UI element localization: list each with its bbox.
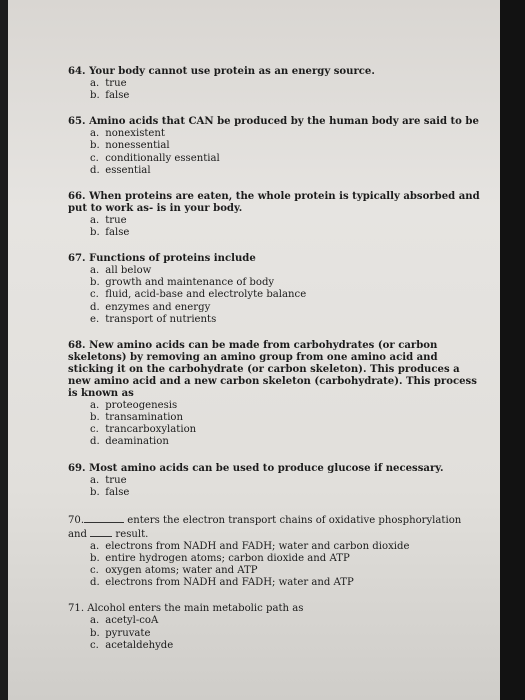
option: b. entire hydrogen atoms; carbon dioxide and ATP xyxy=(90,553,350,565)
option: a. acetyl-coA xyxy=(90,615,159,627)
option: a. proteogenesis xyxy=(90,400,178,412)
option: b. nonessential xyxy=(90,140,170,152)
question-71 xyxy=(68,603,483,651)
and-word: and xyxy=(68,528,87,540)
question-text: 65. Amino acids that CAN be produced by the human body are said to be xyxy=(68,116,479,128)
option: e. transport of nutrients xyxy=(90,313,217,325)
option: c. conditionally essential xyxy=(90,152,220,164)
question-text: 67. Functions of proteins include xyxy=(68,253,256,265)
answer-blank xyxy=(84,513,124,523)
option: b. transamination xyxy=(90,412,183,424)
option: a. nonexistent xyxy=(90,128,165,140)
question-68 xyxy=(68,340,483,449)
question-text: 69. Most amino acids can be used to produce glucose if necessary. xyxy=(68,462,444,474)
option: a. true xyxy=(90,78,127,90)
question-line-1: enters the electron transport chains of oxidative phosphorylation xyxy=(127,514,462,526)
option: c. oxygen atoms; water and ATP xyxy=(90,565,258,577)
option: c. acetaldehyde xyxy=(90,639,174,651)
option: b. false xyxy=(90,486,130,498)
option: d. enzymes and energy xyxy=(90,301,211,313)
question-line-2: result. xyxy=(115,528,149,540)
question-67 xyxy=(68,253,483,326)
option: b. growth and maintenance of body xyxy=(90,277,275,289)
option: a. true xyxy=(90,474,127,486)
option: d. essential xyxy=(90,164,151,176)
answer-blank xyxy=(90,527,112,537)
option: a. electrons from NADH and FADH; water and carbon dioxide xyxy=(90,541,410,552)
question-69 xyxy=(68,463,483,499)
quiz-document xyxy=(68,66,483,666)
question-text xyxy=(68,513,483,527)
background-edge xyxy=(500,0,525,700)
question-text: 68. New amino acids can be made from carbohydrates (or carbon skeletons) by removing an amino group from one amino acid and sticking it on the carbohydrate (or carbon skeleton). This produces a new amino acid and a new carbon skeleton (carbohydrate). This process is known as xyxy=(68,339,477,400)
option: a. true xyxy=(90,214,127,226)
question-text: 71. Alcohol enters the main metabolic path as xyxy=(68,603,304,615)
question-70 xyxy=(68,513,483,590)
option: b. pyruvate xyxy=(90,627,151,639)
option: b. false xyxy=(90,90,130,102)
option: c. fluid, acid-base and electrolyte balance xyxy=(90,289,307,301)
option: d. electrons from NADH and FADH; water and ATP xyxy=(90,577,354,589)
question-64 xyxy=(68,66,483,102)
question-number: 70. xyxy=(68,514,85,526)
question-text: 66. When proteins are eaten, the whole protein is typically absorbed and put to work as- is in your body. xyxy=(68,190,480,214)
option: a. all below xyxy=(90,265,152,277)
question-66 xyxy=(68,191,483,239)
question-65 xyxy=(68,116,483,176)
option: b. false xyxy=(90,227,130,239)
option: c. trancarboxylation xyxy=(90,424,197,436)
option: d. deamination xyxy=(90,436,169,448)
question-text: 64. Your body cannot use protein as an energy source. xyxy=(68,66,375,77)
